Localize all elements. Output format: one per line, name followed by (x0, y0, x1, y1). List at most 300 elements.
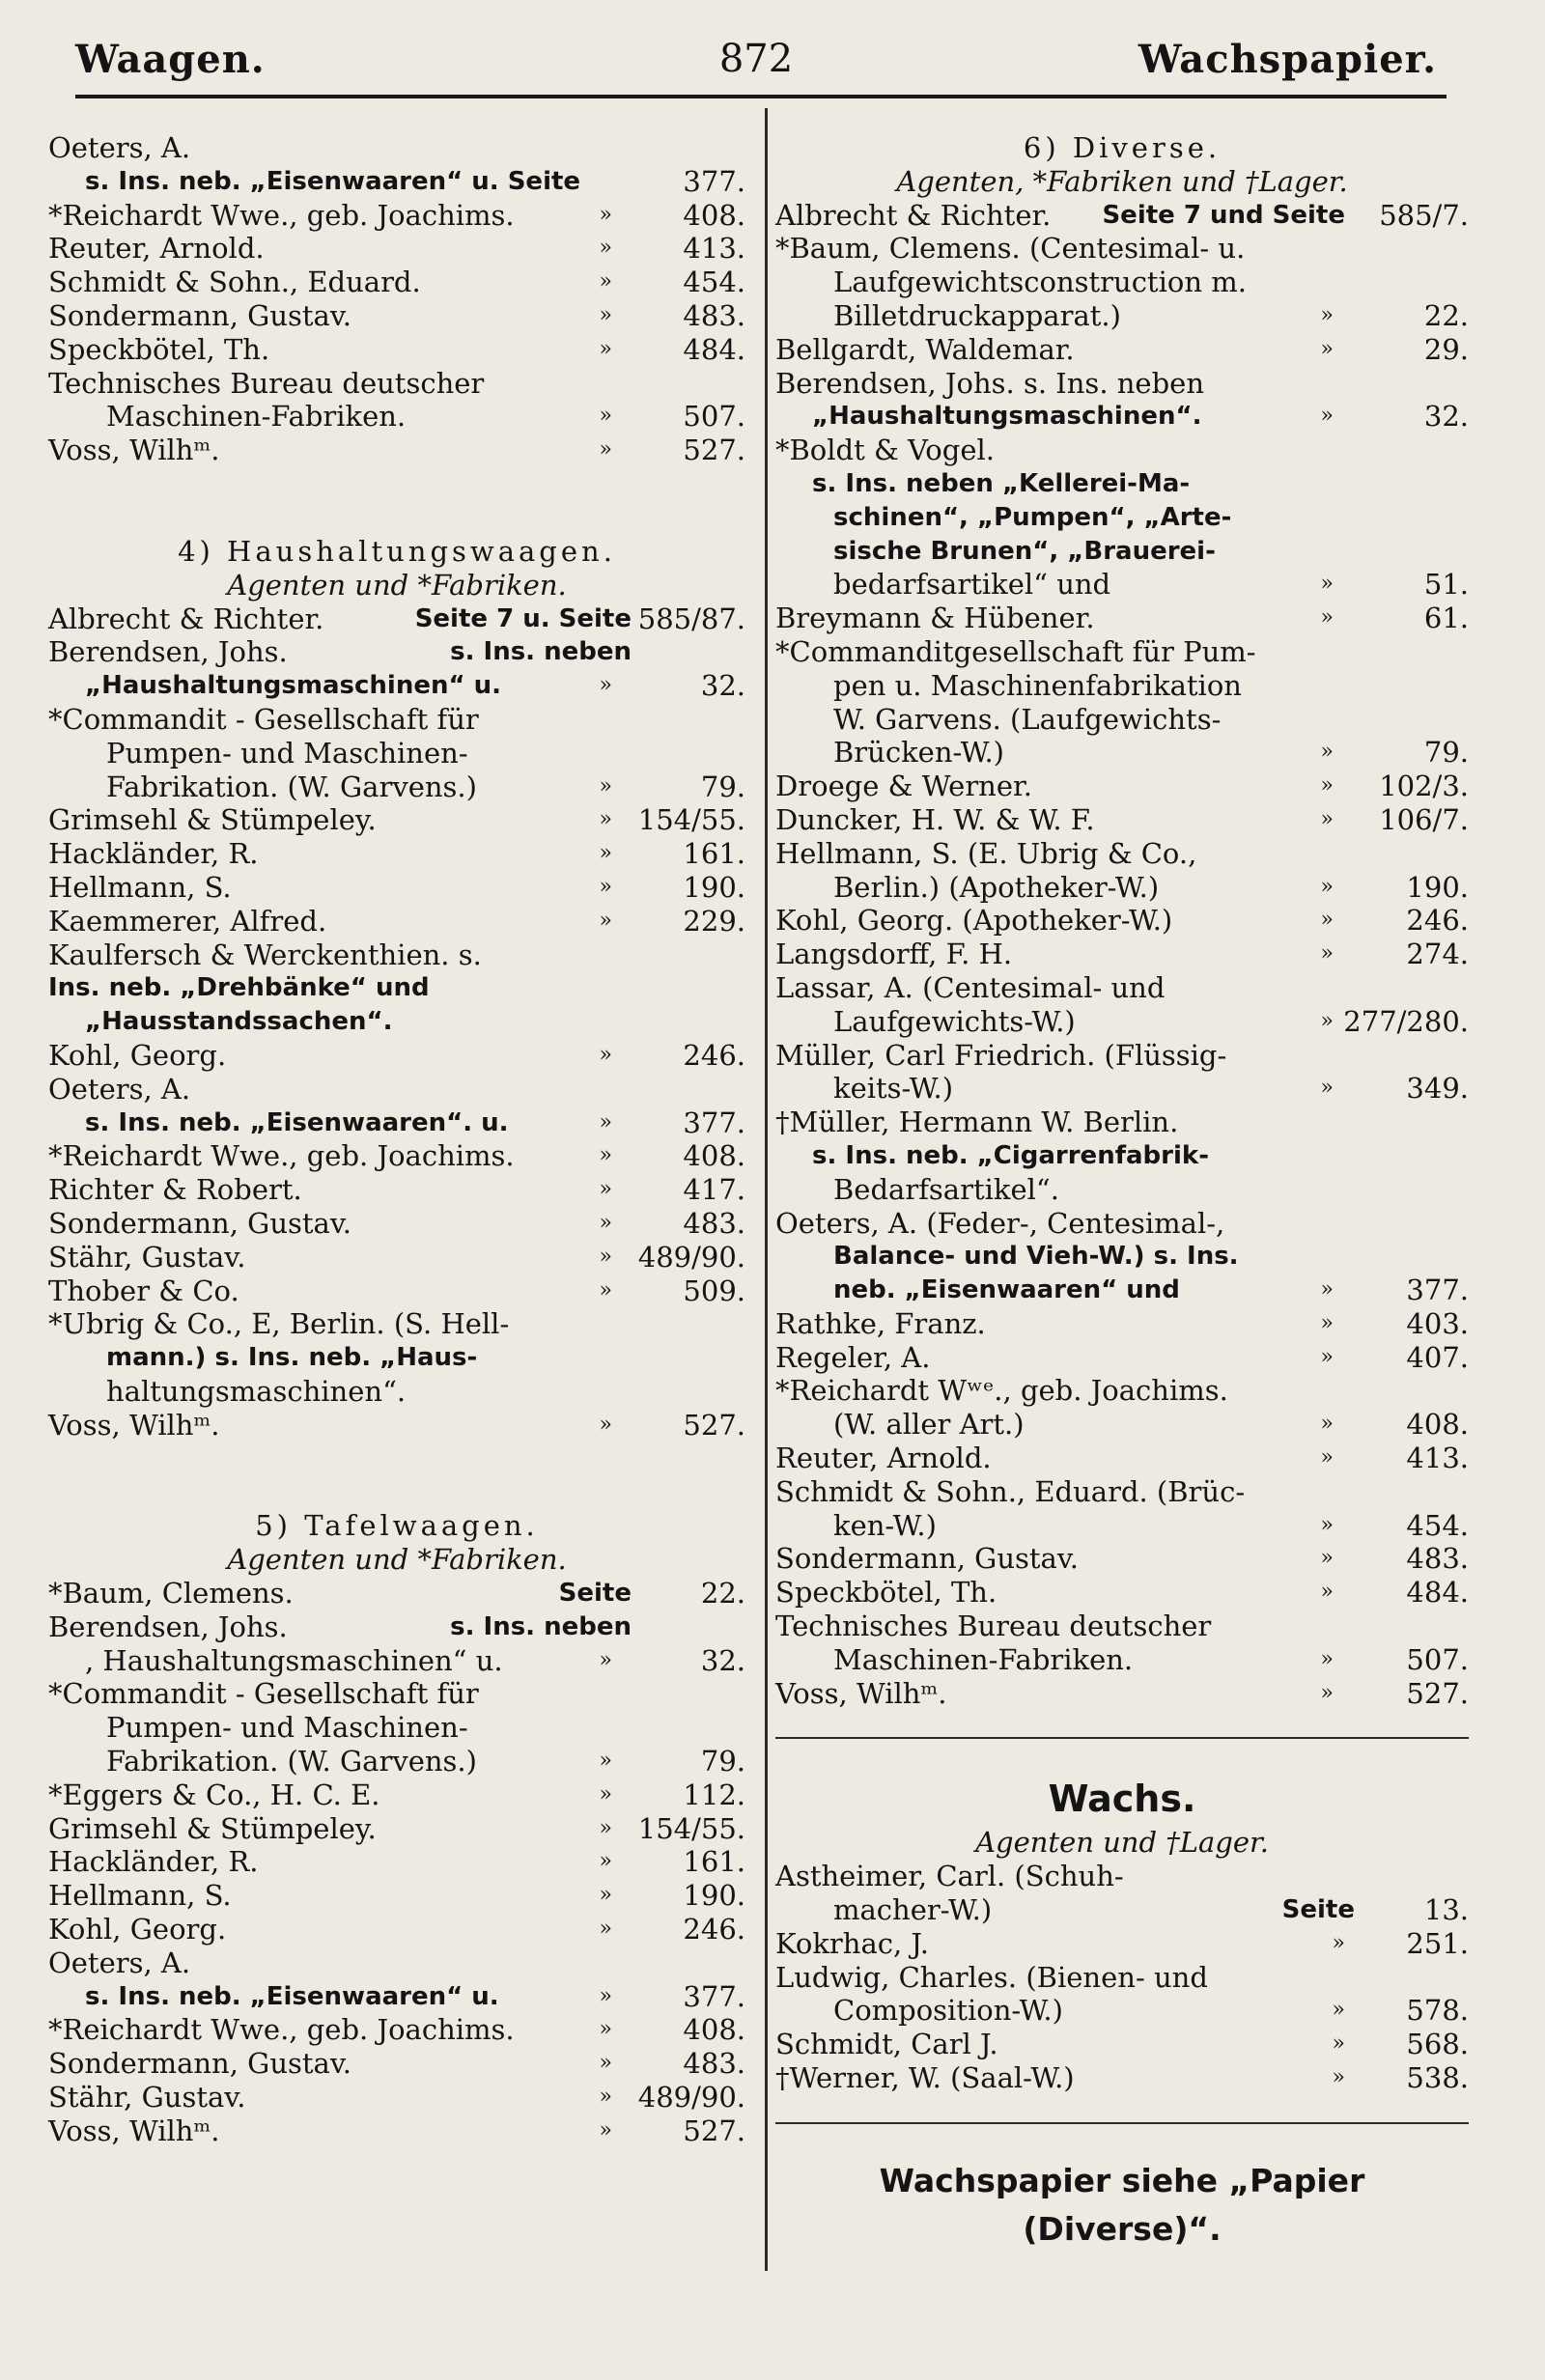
ditto-mark: » (1320, 806, 1334, 831)
header-right: Wachspapier. (1138, 37, 1437, 82)
list-item (48, 1946, 745, 1980)
list-item (775, 703, 1469, 737)
ditto-mark: » (599, 874, 612, 899)
entry-name: Berendsen, Johs. s. Ins. neben (775, 366, 1204, 400)
list-item (775, 467, 1469, 501)
entry-name: Berendsen, Johs. (48, 635, 288, 669)
entry-name: Hellmann, S. (48, 1879, 232, 1913)
entry-name: neb. „Eisenwaaren“ und (833, 1275, 1180, 1305)
list-item (775, 1173, 1469, 1207)
page-ref: 509. (683, 1274, 745, 1307)
entry-name: Oeters, A. (48, 1946, 191, 1979)
entry-name: †Werner, W. (Saal-W.) (775, 2061, 1075, 2095)
list-item (775, 770, 1469, 803)
list-item (775, 1039, 1469, 1073)
list-item (48, 1980, 745, 2014)
list-item (48, 1610, 745, 1644)
list-item (775, 1072, 1469, 1106)
entry-name: Hellmann, S. (E. Ubrig & Co., (775, 836, 1197, 870)
list-item (775, 602, 1469, 635)
list-item (775, 333, 1469, 367)
list-item (48, 1274, 745, 1308)
ditto-mark: » (1320, 1412, 1334, 1437)
list-item (775, 1106, 1469, 1139)
entry-reference: Seite 7 u. Seite (414, 603, 632, 633)
entry-name: Ins. neb. „Drehbänke“ und (48, 973, 430, 1003)
ditto-mark: » (599, 302, 612, 327)
entry-name: Stähr, Gustav. (48, 1240, 246, 1274)
entry-name: Albrecht & Richter. (48, 602, 324, 635)
list-item (48, 1677, 745, 1711)
page-header (75, 37, 1437, 91)
entry-name: *Baum, Clemens. (Centesimal- u. (775, 232, 1246, 266)
entry-name: Speckbötel, Th. (48, 332, 270, 366)
entry-name: Bedarfsartikel“. (833, 1172, 1059, 1206)
entry-name: Rathke, Franz. (775, 1306, 986, 1340)
entry-name: *Commandit - Gesellschaft für (48, 702, 479, 736)
page-ref: 161. (683, 837, 745, 871)
section-6-title: 6) Diverse. (1023, 131, 1222, 164)
entry-name: keits-W.) (833, 1072, 954, 1106)
page-ref: 251. (1406, 1926, 1469, 1960)
page-ref: 61. (1423, 602, 1469, 635)
list-item (48, 971, 745, 1005)
column-divider (765, 108, 768, 2271)
ditto-mark: » (1332, 2065, 1345, 2090)
entry-name: *Boldt & Vogel. (775, 434, 995, 467)
ditto-mark: » (599, 673, 612, 698)
ditto-mark: » (599, 1983, 612, 2008)
list-item (775, 1374, 1469, 1408)
entry-name: Oeters, A. (48, 131, 191, 164)
section-6-entries (775, 199, 1469, 1711)
list-item (48, 434, 745, 467)
page-ref: 527. (1406, 1676, 1469, 1710)
page-ref: 190. (683, 870, 745, 904)
page-ref: 349. (1406, 1072, 1469, 1106)
entry-name: Maschinen-Fabriken. (833, 1642, 1134, 1676)
ditto-mark: » (599, 2051, 612, 2076)
entry-reference: Seite (1281, 1895, 1355, 1925)
entry-name: Thober & Co. (48, 1274, 239, 1307)
entry-name: Brücken-W.) (833, 736, 1004, 770)
list-item (775, 971, 1469, 1005)
header-left: Waagen. (75, 37, 266, 82)
list-item (775, 1005, 1469, 1039)
page-ref: 32. (1423, 400, 1469, 434)
entry-name: s. Ins. neb. „Eisenwaaren“ u. (85, 1981, 499, 2011)
list-item (48, 770, 745, 804)
page-ref: 377. (683, 164, 745, 198)
list-item (48, 1005, 745, 1039)
ditto-mark: » (1320, 1310, 1334, 1335)
list-item (48, 2013, 745, 2047)
entry-name: s. Ins. neb. „Eisenwaaren“. u. (85, 1107, 509, 1137)
page-ref: 29. (1423, 332, 1469, 366)
wachs-title: Wachs. (1048, 1778, 1196, 1821)
page-ref: 79. (1423, 736, 1469, 770)
list-item (775, 1274, 1469, 1307)
page-ref: 32. (700, 1643, 745, 1677)
entry-name: Laufgewichtsconstruction m. (833, 266, 1247, 299)
ditto-mark: » (599, 1412, 612, 1437)
wachs-entries (775, 1860, 1469, 2095)
ditto-mark: » (1320, 302, 1334, 327)
ditto-mark: » (1332, 1930, 1345, 1955)
page-ref: 585/7. (1379, 198, 1469, 232)
list-item (48, 2081, 745, 2114)
entry-name: Ludwig, Charles. (Bienen- und (775, 1960, 1208, 1994)
page-ref: 229. (683, 904, 745, 938)
list-item (48, 1207, 745, 1241)
ditto-mark: » (599, 1849, 612, 1874)
page-ref: 489/90. (637, 1240, 745, 1274)
page-ref: 483. (683, 2047, 745, 2081)
list-item (48, 803, 745, 837)
entry-name: haltungsmaschinen“. (106, 1374, 407, 1408)
ditto-mark: » (1320, 941, 1334, 966)
list-item (775, 232, 1469, 266)
page-ref: 527. (683, 1408, 745, 1442)
list-item (775, 635, 1469, 669)
entry-name: Technisches Bureau deutscher (48, 366, 485, 400)
footer-rule (775, 2122, 1469, 2124)
ditto-mark: » (1320, 1445, 1334, 1470)
list-item (48, 199, 745, 233)
ditto-mark: » (599, 1277, 612, 1302)
list-item (775, 1307, 1469, 1341)
entry-name: Voss, Wilhᵐ. (48, 434, 220, 467)
entry-name: Fabrikation. (W. Garvens.) (106, 770, 477, 803)
list-item (48, 1139, 745, 1173)
entry-name: Sondermann, Gustav. (48, 1206, 352, 1240)
list-item (775, 1408, 1469, 1442)
page-ref: 568. (1406, 2028, 1469, 2061)
section-rule (775, 1737, 1469, 1739)
entry-name: Kohl, Georg. (48, 1038, 227, 1072)
entry-name: Kaemmerer, Alfred. (48, 904, 327, 938)
ditto-mark: » (599, 1244, 612, 1269)
list-item (48, 1106, 745, 1140)
list-item (775, 1927, 1469, 1961)
section-4-subtitle: Agenten und *Fabriken. (227, 568, 567, 602)
entry-name: Voss, Wilhᵐ. (48, 2114, 220, 2147)
page-ref: 102/3. (1379, 770, 1469, 803)
list-item (775, 1240, 1469, 1274)
page-ref: 13. (1423, 1893, 1469, 1927)
entry-name: Speckbötel, Th. (775, 1576, 997, 1610)
entry-name: (W. aller Art.) (833, 1408, 1025, 1442)
list-item (48, 1577, 745, 1610)
entry-name: Reuter, Arnold. (775, 1442, 992, 1475)
list-item (48, 1375, 745, 1409)
list-item (48, 1073, 745, 1106)
list-item (48, 333, 745, 367)
ditto-mark: » (599, 404, 612, 429)
list-item (48, 1812, 745, 1846)
page-ref: 112. (683, 1778, 745, 1811)
page-ref: 246. (1406, 904, 1469, 938)
entry-name: Kohl, Georg. (Apotheker-W.) (775, 904, 1173, 938)
list-item (775, 1576, 1469, 1610)
entry-name: Sondermann, Gustav. (48, 298, 352, 332)
section-5-title: 5) Tafelwaagen. (255, 1509, 539, 1543)
entry-name: Balance- und Vieh-W.) s. Ins. (833, 1242, 1239, 1272)
list-item (775, 1442, 1469, 1475)
ditto-mark: » (1320, 404, 1334, 429)
list-item (48, 266, 745, 299)
ditto-mark: » (599, 1815, 612, 1840)
list-item (48, 400, 745, 434)
list-item (48, 2047, 745, 2081)
list-item (775, 1677, 1469, 1711)
list-item (775, 199, 1469, 233)
page-ref: 507. (683, 400, 745, 434)
entry-name: Voss, Wilhᵐ. (775, 1676, 947, 1710)
ditto-mark: » (599, 236, 612, 261)
entry-name: , Haushaltungsmaschinen“ u. (85, 1643, 503, 1677)
page-ref: 106/7. (1379, 802, 1469, 836)
ditto-mark: » (599, 773, 612, 798)
list-item (48, 737, 745, 770)
section-6-subtitle: Agenten, *Fabriken und †Lager. (896, 164, 1348, 198)
entry-name: W. Garvens. (Laufgewichts- (833, 702, 1222, 736)
list-item (775, 803, 1469, 837)
entry-name: Bellgardt, Waldemar. (775, 332, 1075, 366)
entry-name: sische Brunen“, „Brauerei- (833, 536, 1216, 566)
entry-name: macher-W.) (833, 1893, 993, 1927)
ditto-mark: » (599, 807, 612, 832)
ditto-mark: » (599, 1210, 612, 1235)
entry-name: Berlin.) (Apotheker-W.) (833, 870, 1160, 904)
entry-name: Reuter, Arnold. (48, 232, 265, 266)
entry-name: Regeler, A. (775, 1340, 931, 1374)
ditto-mark: » (599, 1781, 612, 1806)
entry-name: Astheimer, Carl. (Schuh- (775, 1860, 1124, 1893)
list-item (775, 568, 1469, 602)
list-item (775, 1341, 1469, 1375)
page-ref: 484. (683, 332, 745, 366)
ditto-mark: » (1320, 1277, 1334, 1302)
list-item (775, 669, 1469, 703)
list-item (48, 1879, 745, 1913)
entry-name: *Reichardt Wwe., geb. Joachims. (48, 1139, 515, 1173)
entry-name: *Reichardt Wwe., geb. Joachims. (48, 2013, 515, 2047)
ditto-mark: » (1320, 1646, 1334, 1671)
entry-name: Composition-W.) (833, 1994, 1063, 2028)
list-item (775, 501, 1469, 535)
list-item (48, 367, 745, 401)
list-item (775, 1207, 1469, 1241)
list-item (775, 904, 1469, 938)
page-ref: 22. (1423, 298, 1469, 332)
page-ref: 246. (683, 1913, 745, 1946)
list-item (48, 938, 745, 972)
entry-name: Pumpen- und Maschinen- (106, 736, 468, 770)
entry-name: Duncker, H. W. & W. F. (775, 802, 1095, 836)
ditto-mark: » (599, 908, 612, 933)
list-item (775, 871, 1469, 905)
list-item (775, 938, 1469, 971)
list-item (48, 1241, 745, 1274)
page-ref: 277/280. (1343, 1004, 1469, 1038)
entry-name: Fabrikation. (W. Garvens.) (106, 1745, 477, 1778)
entry-reference: s. Ins. neben (450, 637, 632, 667)
ditto-mark: » (599, 1042, 612, 1067)
list-item (48, 1409, 745, 1442)
page-ref: 527. (683, 434, 745, 467)
page-ref: 538. (1406, 2061, 1469, 2095)
list-item (48, 669, 745, 703)
list-item (48, 131, 745, 165)
ditto-mark: » (599, 2017, 612, 2042)
list-item (775, 367, 1469, 401)
entry-name: bedarfsartikel“ und (833, 568, 1111, 602)
ditto-mark: » (1320, 1512, 1334, 1537)
ditto-mark: » (1320, 908, 1334, 933)
entry-name: Droege & Werner. (775, 770, 1032, 803)
list-item (48, 165, 745, 199)
entry-name: Schmidt, Carl J. (775, 2028, 998, 2061)
page-ref: 408. (683, 198, 745, 232)
list-item (48, 837, 745, 871)
page-ref: 578. (1406, 1994, 1469, 2028)
ditto-mark: » (599, 1883, 612, 1908)
entry-name: Berendsen, Johs. (48, 1610, 288, 1643)
list-item (48, 1745, 745, 1778)
ditto-mark: » (1320, 874, 1334, 899)
entry-name: Schmidt & Sohn., Eduard. (Brüc- (775, 1474, 1246, 1508)
ditto-mark: » (599, 841, 612, 866)
list-item (48, 703, 745, 737)
page-ref: 377. (683, 1979, 745, 2013)
ditto-mark: » (1320, 1344, 1334, 1369)
ditto-mark: » (599, 1647, 612, 1672)
entry-name: Laufgewichts-W.) (833, 1004, 1076, 1038)
page-ref: 51. (1423, 568, 1469, 602)
page-ref: 585/87. (637, 602, 745, 635)
entry-name: Voss, Wilhᵐ. (48, 1408, 220, 1442)
entry-name: Oeters, A. (48, 1072, 191, 1106)
footer-note: Wachspapier siehe „Papier (Diverse)“. (879, 2161, 1365, 2248)
page-ref: 79. (700, 770, 745, 803)
left-column (48, 131, 745, 2148)
entry-name: Technisches Bureau deutscher (775, 1610, 1212, 1643)
entry-reference: s. Ins. neben (450, 1611, 632, 1641)
entry-name: Breymann & Hübener. (775, 602, 1095, 635)
ditto-mark: » (1320, 336, 1334, 361)
list-item (48, 905, 745, 938)
section-5-subtitle: Agenten und *Fabriken. (227, 1543, 567, 1577)
ditto-mark: » (599, 1177, 612, 1202)
page-ref: 274. (1406, 938, 1469, 971)
entry-name: Schmidt & Sohn., Eduard. (48, 266, 421, 299)
page-ref: 454. (1406, 1508, 1469, 1542)
ditto-mark: » (599, 2117, 612, 2142)
entry-reference: Seite 7 und Seite (1102, 200, 1345, 230)
page-ref: 408. (683, 1139, 745, 1173)
ditto-mark: » (1320, 1680, 1334, 1705)
list-item (775, 299, 1469, 333)
entry-name: *Reichardt Wwe., geb. Joachims. (48, 198, 515, 232)
section-4-entries (48, 602, 745, 1442)
entry-name: schinen“, „Pumpen“, „Arte- (833, 502, 1232, 532)
page-ref: 407. (1406, 1340, 1469, 1374)
list-item (775, 1542, 1469, 1576)
list-item (775, 2028, 1469, 2061)
entry-name: „Hausstandssachen“. (85, 1007, 393, 1037)
list-item (48, 871, 745, 905)
list-item (48, 299, 745, 333)
entry-reference: Seite (558, 1579, 632, 1609)
list-item (775, 2061, 1469, 2095)
list-item (775, 1643, 1469, 1677)
entry-name: Maschinen-Fabriken. (106, 400, 407, 434)
list-item (48, 2114, 745, 2148)
ditto-mark: » (599, 336, 612, 361)
ditto-mark: » (1320, 1546, 1334, 1571)
page-ref: 190. (1406, 870, 1469, 904)
entry-name: Albrecht & Richter. (775, 198, 1052, 232)
page-ref: 417. (683, 1173, 745, 1207)
header-rule (75, 95, 1447, 98)
entry-name: Grimsehl & Stümpeley. (48, 803, 377, 837)
list-item (775, 837, 1469, 871)
list-item (48, 1307, 745, 1341)
ditto-mark: » (1320, 605, 1334, 630)
ditto-mark: » (599, 1917, 612, 1942)
page-ref: 403. (1406, 1306, 1469, 1340)
list-item (775, 1961, 1469, 1995)
ditto-mark: » (1320, 1580, 1334, 1605)
list-item (48, 602, 745, 636)
ditto-mark: » (1332, 1998, 1345, 2023)
ditto-mark: » (1332, 2031, 1345, 2057)
entry-name: Pumpen- und Maschinen- (106, 1711, 468, 1745)
entry-name: Sondermann, Gustav. (775, 1542, 1080, 1576)
entry-name: †Müller, Hermann W. Berlin. (775, 1106, 1179, 1139)
list-item (775, 535, 1469, 569)
entry-name: pen u. Maschinenfabrikation (833, 668, 1242, 702)
entry-name: *Commanditgesellschaft für Pum- (775, 634, 1256, 668)
ditto-mark: » (599, 2085, 612, 2110)
page-ref: 507. (1406, 1642, 1469, 1676)
ditto-mark: » (1320, 1008, 1334, 1033)
ditto-mark: » (599, 202, 612, 227)
entry-name: Grimsehl & Stümpeley. (48, 1811, 377, 1845)
page-ref: 483. (683, 1206, 745, 1240)
list-item (775, 1610, 1469, 1643)
entry-name: Hackländer, R. (48, 837, 259, 871)
entry-name: Billetdruckapparat.) (833, 298, 1121, 332)
entry-name: *Ubrig & Co., E, Berlin. (S. Hell- (48, 1307, 510, 1341)
ditto-mark: » (599, 1109, 612, 1134)
entry-name: „Haushaltungsmaschinen“ u. (85, 671, 502, 701)
page-number: 872 (718, 37, 794, 81)
section-4-title: 4) Haushaltungswaagen. (178, 534, 616, 568)
entry-name: Müller, Carl Friedrich. (Flüssig- (775, 1038, 1227, 1072)
list-item (775, 266, 1469, 299)
entry-name: Richter & Robert. (48, 1173, 302, 1207)
page-ref: 413. (683, 232, 745, 266)
entry-name: s. Ins. neb. „Cigarrenfabrik- (812, 1140, 1209, 1170)
entry-name: Lassar, A. (Centesimal- und (775, 970, 1166, 1004)
page-ref: 454. (683, 266, 745, 299)
page-ref: 483. (1406, 1542, 1469, 1576)
entry-name: *Reichardt Wʷᵉ., geb. Joachims. (775, 1374, 1228, 1408)
list-item (48, 1778, 745, 1812)
list-item (48, 1173, 745, 1207)
